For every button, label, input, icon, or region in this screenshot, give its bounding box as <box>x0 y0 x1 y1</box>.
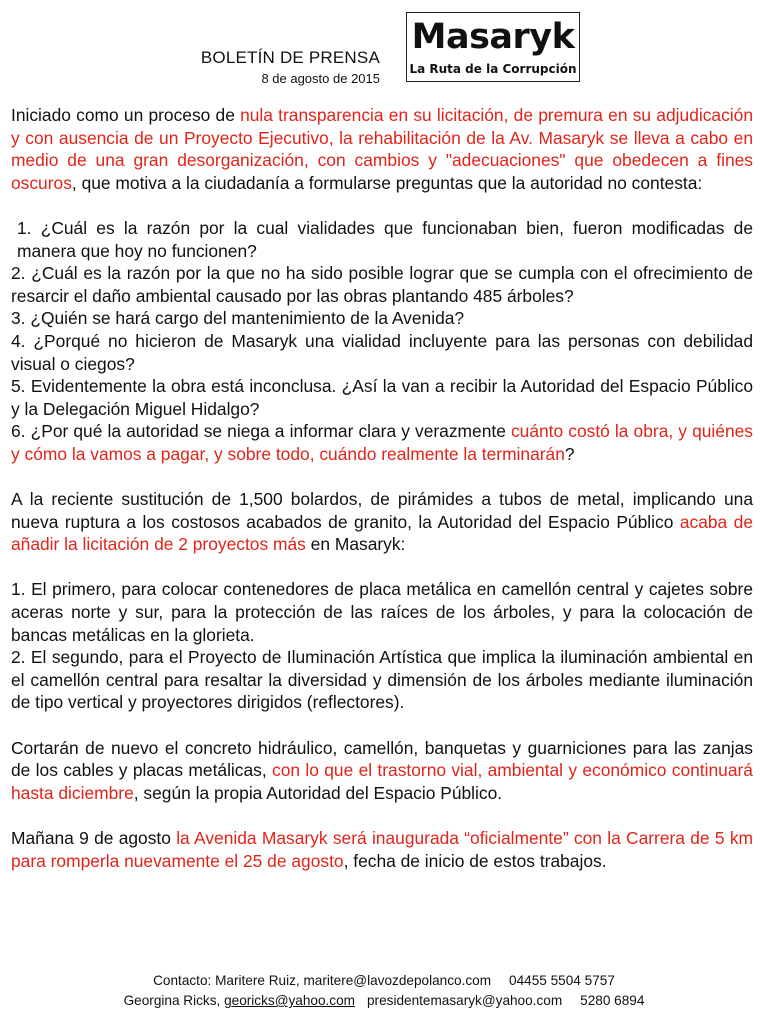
contact-phone-1: 04455 5504 5757 <box>509 973 615 988</box>
logo-name: Masaryk <box>411 17 575 57</box>
works-text-1: Cortarán de nuevo el concreto hidráulico, camellón, banquetas y guarniciones para las zanjas de los cables y placas metálicas, <box>11 737 753 781</box>
question-2: 2. ¿Cuál es la razón por la que no ha sido posible lograr que se cumpla con el ofrecimiento de resarcir el daño ambiental causado por las obras plantando 485 árboles? <box>11 263 753 306</box>
question-6-highlight: cuánto costó la obra, y quiénes y cómo la vamos a pagar, y sobre todo, cuándo realmente la terminarán <box>11 421 753 464</box>
bollards-highlight: acaba de añadir la licitación de 2 proyectos más <box>11 511 754 555</box>
inauguration-text-1: Mañana 9 de agosto <box>11 828 177 848</box>
intro-text-2: , que motiva a la ciudadanía a formularse preguntas que la autoridad no contesta: <box>71 172 703 193</box>
intro-text-1: Iniciado como un proceso de <box>11 105 241 125</box>
masaryk-logo <box>406 12 580 82</box>
release-body <box>11 104 753 872</box>
question-6 <box>11 420 753 465</box>
header <box>201 48 380 87</box>
contact-footer <box>0 971 768 1011</box>
works-highlight: con lo que el trastorno vial, ambiental y económico continuará hasta diciembre <box>11 760 753 803</box>
project-1: 1. El primero, para colocar contenedores de placa metálica en camellón central y cajetes sobre aceras norte y sur, para la protección de las raíces de los árboles, y para la colocación de bancas metálicas en la glorieta. <box>11 579 753 645</box>
contact-phone-2: 5280 6894 <box>580 993 645 1008</box>
question-4: 4. ¿Porqué no hicieron de Masaryk una vialidad incluyente para las personas con debilidad visual o ciegos? <box>11 330 753 374</box>
bollards-text-1: A la reciente sustitución de 1,500 bolardos, de pirámides a tubos de metal, implicando una nueva ruptura a los costosos acabados de granito, la Autoridad del Espacio Público <box>11 489 753 532</box>
contact-name-2: Georgina Ricks, <box>123 993 225 1008</box>
bollards-text-2: en Masaryk: <box>305 534 406 555</box>
question-3: 3. ¿Quién se hará cargo del mantenimiento de la Avenida? <box>11 308 465 329</box>
bollards-paragraph <box>11 488 753 556</box>
intro-paragraph <box>11 104 753 194</box>
question-5: 5. Evidentemente la obra está inconclusa. ¿Así la van a recibir la Autoridad del Espacio Público y la Delegación Miguel Hidalgo? <box>11 376 753 419</box>
intro-highlight: nula transparencia en su licitación, de premura en su adjudicación y con ausencia de un Proyecto Ejecutivo, la rehabilitación de la Av. Masaryk se lleva a cabo en medio de una gran desorganización, con cambios y "adecuaciones" que obedecen a fines oscuros <box>11 105 753 193</box>
footer-line-2 <box>0 991 768 1011</box>
project-2: 2. El segundo, para el Proyecto de Iluminación Artística que implica la iluminación ambiental en el camellón central para resaltar la diversidad y dimensión de los árboles mediante iluminación de tipo vertical y proyectores dirigidos (reflectores). <box>11 647 753 713</box>
works-paragraph <box>11 737 753 805</box>
inauguration-paragraph <box>11 827 753 872</box>
question-1: 1. ¿Cuál es la razón por la cual vialidades que funcionaban bien, fueron modificadas de manera que hoy no funcionen? <box>17 217 753 261</box>
inauguration-highlight: la Avenida Masaryk será inaugurada “oficialmente” con la Carrera de 5 km para romperla nuevamente el 25 de agosto <box>11 828 754 871</box>
contact-name-email: Contacto: Maritere Ruiz, maritere@lavozdepolanco.com <box>153 973 492 988</box>
logo-tagline: La Ruta de la Corrupción <box>409 62 577 76</box>
release-date: 8 de agosto de 2015 <box>261 71 380 86</box>
page-title: BOLETÍN DE PRENSA <box>200 48 380 67</box>
footer-line-1 <box>0 971 768 991</box>
works-text-2: , según la propia Autoridad del Espacio Público. <box>133 782 503 803</box>
contact-email-2: presidentemasaryk@yahoo.com <box>367 993 563 1008</box>
email-link[interactable]: georicks@yahoo.com <box>224 993 355 1008</box>
question-6-text-2: ? <box>564 443 575 464</box>
question-6-text-1: 6. ¿Por qué la autoridad se niega a informar clara y verazmente <box>11 421 511 442</box>
inauguration-text-2: , fecha de inicio de estos trabajos. <box>343 850 607 871</box>
